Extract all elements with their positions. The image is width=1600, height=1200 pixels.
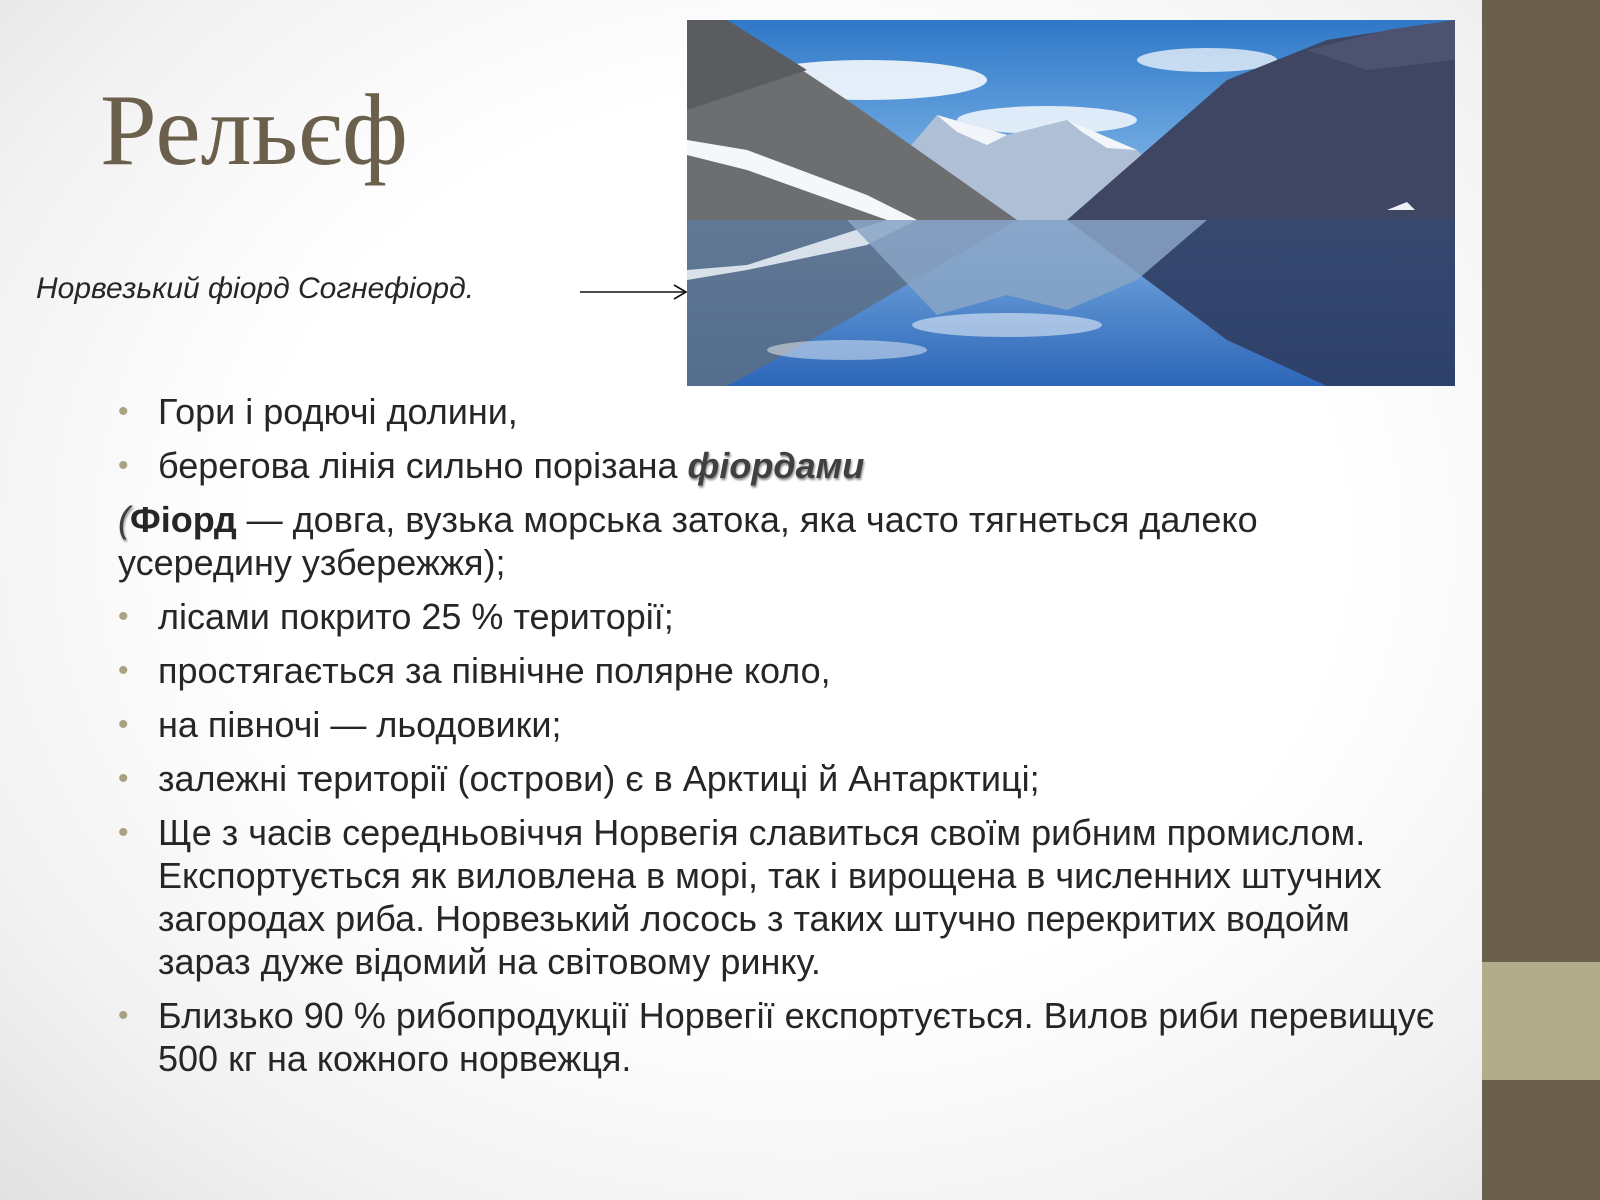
fjord-photo <box>687 20 1455 386</box>
bullet-icon: • <box>118 654 129 687</box>
list-item-text: Гори і родючі долини, <box>158 391 518 432</box>
bullet-icon: • <box>118 395 129 428</box>
photo-caption: Норвезький фіорд Согнефіорд. <box>36 272 475 305</box>
bullet-icon: • <box>118 762 129 795</box>
open-paren: ( <box>118 499 130 540</box>
list-item-text: лісами покрито 25 % території; <box>158 596 674 637</box>
emphasis-term: фіордами <box>687 445 865 486</box>
list-item <box>118 703 1438 746</box>
list-item <box>118 757 1438 800</box>
bullet-icon: • <box>118 449 129 482</box>
list-item <box>118 595 1438 638</box>
bullet-icon: • <box>118 816 129 849</box>
arrow-right-icon <box>580 282 690 302</box>
definition-term: Фіорд <box>130 499 237 540</box>
accent-square <box>1482 962 1600 1080</box>
list-item-text: Близько 90 % рибопродукції Норвегії експортується. Вилов риби перевищує 500 кг на кожного норвежця. <box>158 995 1435 1079</box>
bullet-icon: • <box>118 708 129 741</box>
bullet-icon: • <box>118 999 129 1032</box>
list-item-text: на півночі — льодовики; <box>158 704 562 745</box>
list-item-text: Ще з часів середньовіччя Норвегія славиться своїм рибним промислом. Експортується як виловлена в морі, так і вирощена в численних штучних загородах риба. Норвезький лосось з таких штучно перекритих водойм зараз дуже відомий на світовому ринку. <box>158 812 1382 982</box>
bullet-icon: • <box>118 600 129 633</box>
list-item <box>118 390 1438 433</box>
list-item <box>118 994 1438 1080</box>
list-item-text: берегова лінія сильно порізана <box>158 445 688 486</box>
definition-paragraph <box>118 498 1438 584</box>
definition-text: — довга, вузька морська затока, яка часто тягнеться далеко усередину узбережжя); <box>118 499 1258 583</box>
bullet-list <box>118 390 1438 1091</box>
list-item-text: простягається за північне полярне коло, <box>158 650 831 691</box>
list-item <box>118 444 1438 487</box>
slide-title: Рельєф <box>100 74 408 187</box>
list-item <box>118 649 1438 692</box>
list-item-text: залежні території (острови) є в Арктиці й Антарктиці; <box>158 758 1040 799</box>
list-item <box>118 811 1438 983</box>
